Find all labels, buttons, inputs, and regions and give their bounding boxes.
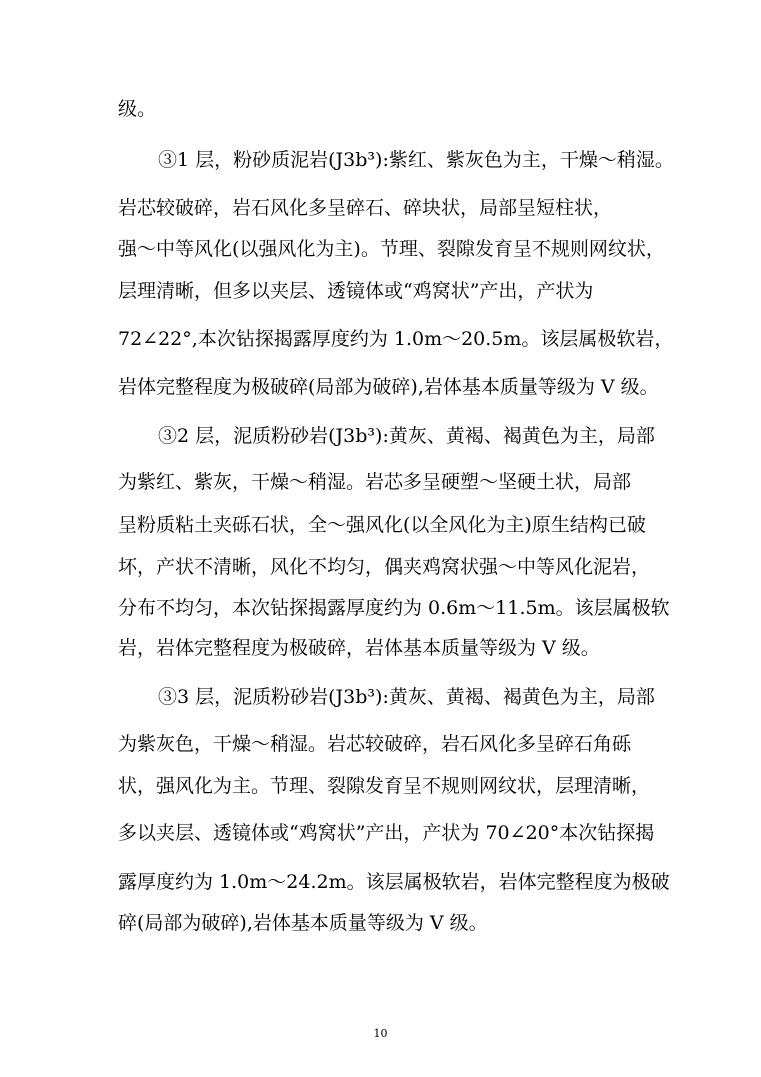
- text-line-11: 坏，产状不清晰，风化不均匀，偶夹鸡窝状强～中等风化泥岩，: [118, 556, 651, 578]
- paragraph-3-1-heading-line: ③1 层，粉砂质泥岩(J3b³):紫红、紫灰色为主，干燥～稍湿。: [158, 149, 674, 171]
- text-line-13: 岩，岩体完整程度为极破碎，岩体基本质量等级为 V 级。: [118, 637, 600, 659]
- text-line-19: 碎(局部为破碎),岩体基本质量等级为 V 级。: [118, 912, 488, 934]
- text-line-18: 露厚度约为 1.0m～24.2m。该层属极软岩，岩体完整程度为极破: [118, 871, 670, 893]
- text-line-15: 为紫灰色，干燥～稍湿。岩芯较破碎，岩石风化多呈碎石角砾: [118, 733, 632, 755]
- paragraph-3-3-heading-line: ③3 层，泥质粉砂岩(J3b³):黄灰、黄褐、褐黄色为主，局部: [158, 686, 655, 708]
- text-line-3: 岩芯较破碎，岩石风化多呈碎石、碎块状，局部呈短柱状，: [118, 197, 613, 219]
- text-line-5: 层理清晰，但多以夹层、透镜体或“鸡窝状”产出，产状为: [118, 280, 594, 302]
- text-line-10: 呈粉质粘土夹砾石状，全～强风化(以全风化为主)原生结构已破: [118, 514, 646, 536]
- text-line-9: 为紫红、紫灰，干燥～稍湿。岩芯多呈硬塑～坚硬土状，局部: [118, 471, 632, 493]
- text-line-1: 级。: [118, 98, 157, 120]
- paragraph-3-2-heading-line: ③2 层，泥质粉砂岩(J3b³):黄灰、黄褐、褐黄色为主，局部: [158, 425, 655, 447]
- text-line-4: 强～中等风化(以强风化为主)。节理、裂隙发育呈不规则网纹状，: [118, 238, 665, 260]
- text-line-16: 状，强风化为主。节理、裂隙发育呈不规则网纹状，层理清晰，: [118, 775, 651, 797]
- text-line-12: 分布不均匀，本次钻探揭露厚度约为 0.6m～11.5m。该层属极软: [118, 597, 670, 619]
- text-line-7: 岩体完整程度为极破碎(局部为破碎),岩体基本质量等级为 V 级。: [118, 376, 659, 398]
- page-number: 10: [373, 1027, 388, 1040]
- text-line-17: 多以夹层、透镜体或“鸡窝状”产出，产状为 70∠20°本次钻探揭: [118, 822, 655, 844]
- text-line-6: 72∠22°,本次钻探揭露厚度约为 1.0m～20.5m。该层属极软岩，: [118, 328, 674, 350]
